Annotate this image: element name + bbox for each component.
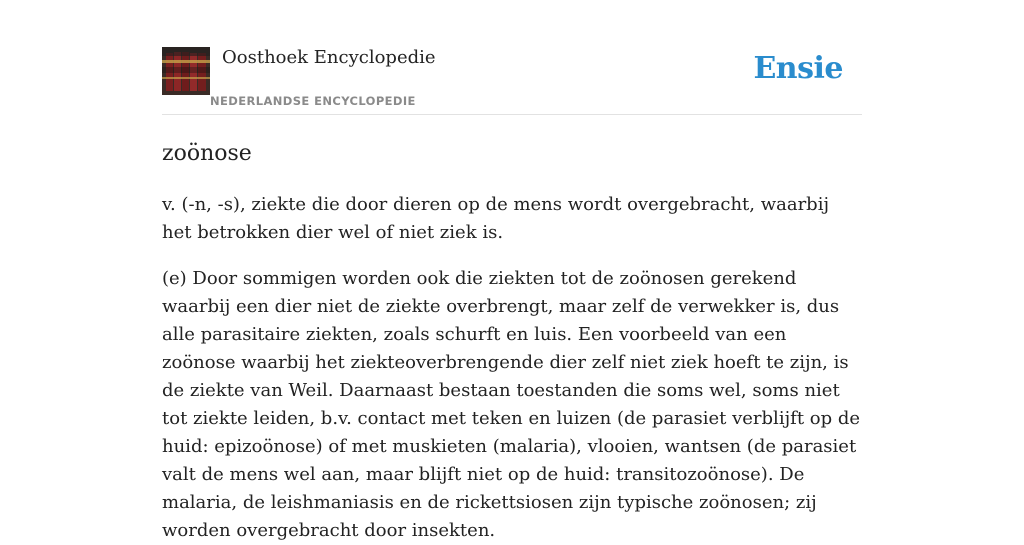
site-title[interactable]: Oosthoek Encyclopedie <box>222 47 436 68</box>
explanation-paragraph: (e) Door sommigen worden ook die ziekten tot de zoönosen gerekend waarbij een dier niet de ziekte overbrengt, maar zelf de verwekker is, dus alle parasitaire ziekten, zoals schurft en luis. Een voorbeeld van een zoönose waarbij het ziekteoverbrengende dier zelf niet ziek hoeft te zijn, is de ziekte van Weil. Daarnaast bestaan toestanden die soms wel, soms niet tot ziekte leiden, b.v. contact met teken en luizen (de parasiet verblijft op de huid: epizoönose) of met muskieten (malaria), vlooien, wantsen (de parasiet valt de mens wel aan, maar blijft niet op de huid: transitozoönose). De malaria, de leishmaniasis en de rickettsiosen zijn typische zoönosen; zij worden overgebracht door insekten. <box>162 268 861 541</box>
site-header <box>162 0 862 115</box>
definition-paragraph: v. (-n, -s), ziekte die door dieren op de mens wordt overgebracht, waarbij het betrokken dier wel of niet ziek is. <box>162 194 830 243</box>
encyclopedia-books-icon[interactable] <box>162 47 210 95</box>
site-subtitle: NEDERLANDSE ENCYCLOPEDIE <box>210 94 416 108</box>
ensie-logo[interactable]: Ensie <box>753 51 843 86</box>
page-title: zoönose <box>162 141 252 166</box>
page <box>162 0 862 541</box>
